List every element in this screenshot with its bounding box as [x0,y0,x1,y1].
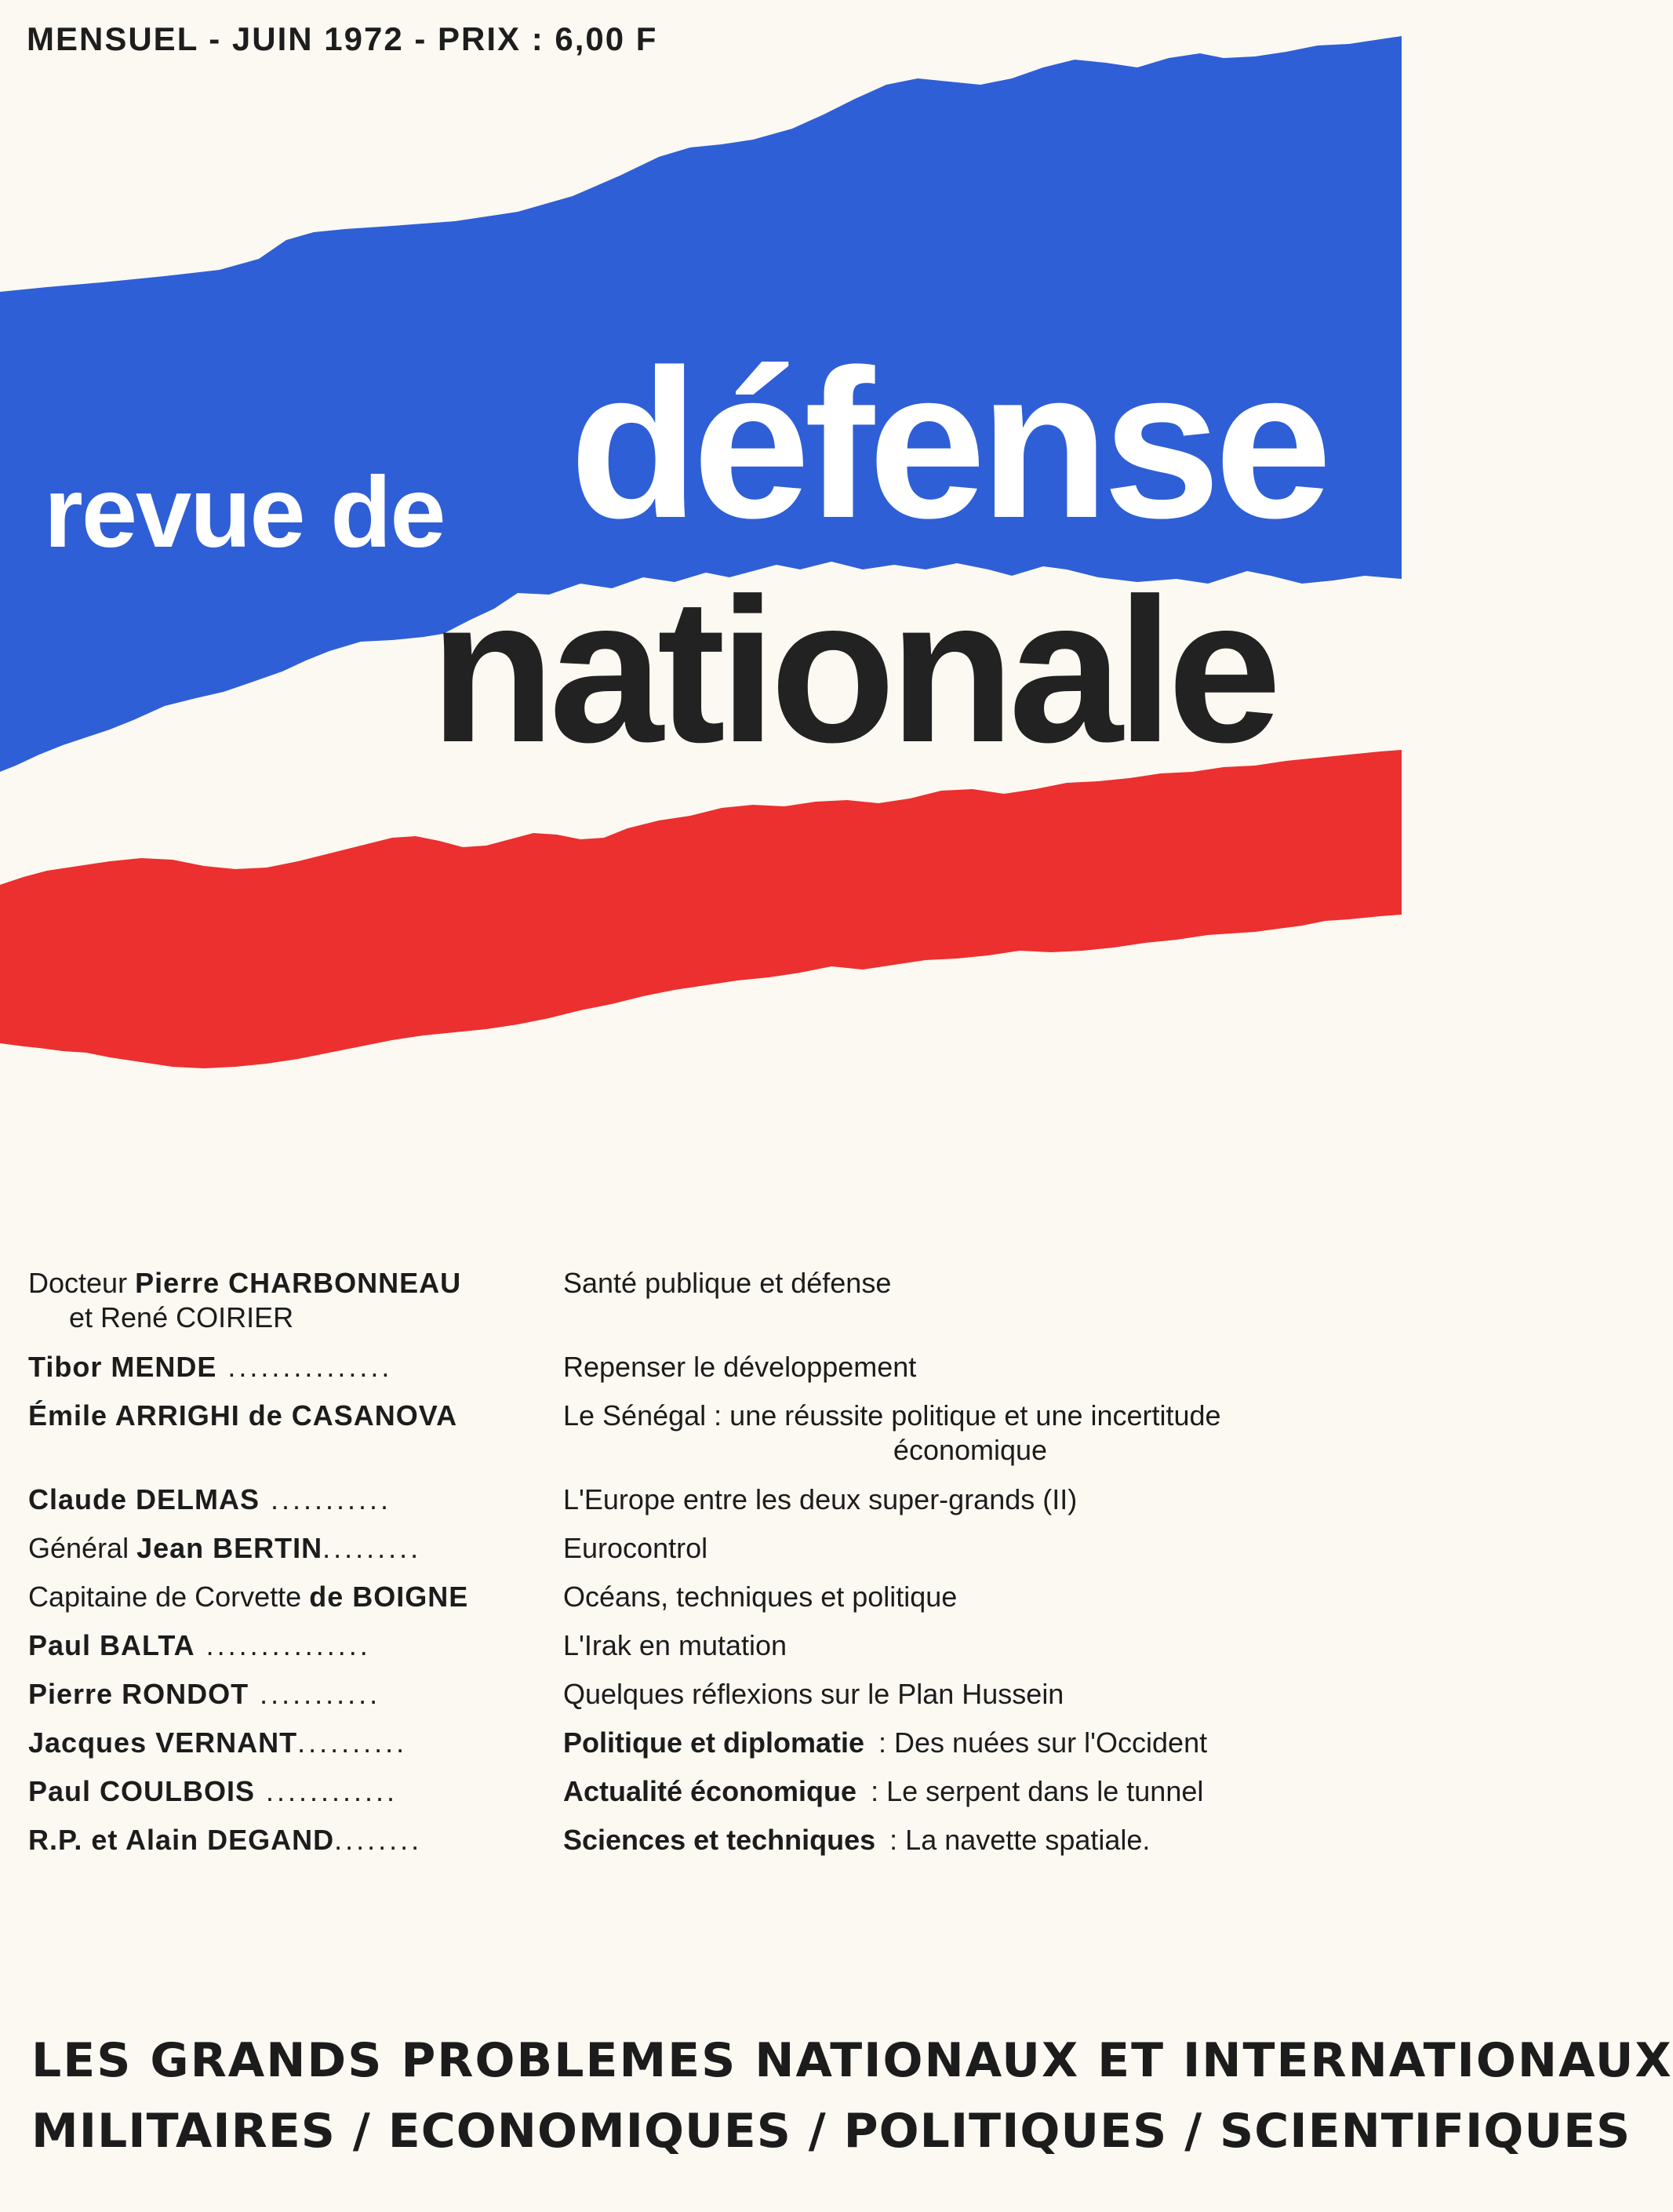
toc-rubric: Actualité économique [563,1775,857,1807]
masthead-nationale: nationale [430,555,1276,785]
toc-author [28,1350,532,1384]
toc-title-text: : Des nuées sur l'Occident [878,1726,1208,1759]
leader-dots: .......... [297,1726,408,1759]
author-name: Jacques VERNANT [28,1726,298,1759]
toc-row [28,1266,1377,1350]
leader-dots: ........... [260,1483,392,1515]
toc-author [28,1399,532,1433]
author-name: Pierre RONDOT [28,1678,249,1710]
leader-dots: ........... [249,1678,381,1710]
author-name: R.P. et Alain DEGAND [28,1824,335,1856]
toc-title: L'Europe entre les deux super-grands (II) [563,1483,1078,1515]
toc-rubric: Politique et diplomatie [563,1726,865,1759]
toc-author [28,1823,532,1857]
toc-title [563,1774,1377,1809]
toc-title: Repenser le développement [563,1351,917,1383]
leader-dots: ........ [334,1824,423,1856]
toc-row [28,1677,1377,1726]
toc-rubric: Sciences et techniques [563,1824,876,1856]
toc-row [28,1628,1377,1677]
author-name: Tibor MENDE [28,1351,217,1383]
author-name: Claude DELMAS [28,1483,260,1515]
toc-row [28,1580,1377,1628]
author-prefix: Docteur [28,1267,128,1299]
masthead-defense: défense [569,326,1326,562]
toc-author [28,1266,532,1335]
toc-row [28,1726,1377,1774]
title-line1: Le Sénégal : une réussite politique et une incertitude [563,1399,1221,1432]
author-line2: et René COIRIER [69,1301,294,1333]
red-band [0,750,1402,1068]
leader-dots: ......... [322,1532,422,1564]
author-name: Paul COULBOIS [28,1775,256,1807]
toc-title: L'Irak en mutation [563,1629,787,1661]
toc-title-text: : Le serpent dans le tunnel [871,1775,1204,1807]
toc-author [28,1483,532,1517]
toc-row [28,1399,1377,1483]
author-prefix: Capitaine de Corvette [28,1581,302,1613]
author-name: Jean BERTIN [136,1532,323,1564]
author-name: Paul BALTA [28,1629,195,1661]
toc-title: Eurocontrol [563,1532,708,1564]
toc-row [28,1823,1377,1872]
masthead-revue-de: revue de [44,457,445,569]
toc-row [28,1483,1377,1531]
author-name: Pierre CHARBONNEAU [135,1267,462,1299]
toc-title-text: : La navette spatiale. [889,1824,1151,1856]
toc-row [28,1531,1377,1580]
footer-line-1: LES GRANDS PROBLEMES NATIONAUX ET INTERNATIONAUX [31,2033,1673,2088]
toc-title [563,1823,1377,1857]
toc-author [28,1726,532,1760]
toc-author [28,1677,532,1712]
toc-author [28,1628,532,1663]
toc-author [28,1774,532,1809]
toc-row [28,1350,1377,1399]
leader-dots: ............ [255,1775,398,1807]
issue-line: MENSUEL - JUIN 1972 - PRIX : 6,00 F [27,20,658,57]
author-name: de BOIGNE [309,1581,469,1613]
toc-author [28,1580,532,1614]
toc-title: Océans, techniques et politique [563,1581,958,1613]
toc-title [563,1399,1377,1468]
leader-dots: ............... [195,1629,371,1661]
toc-title [563,1726,1377,1760]
footer-line-2: MILITAIRES / ECONOMIQUES / POLITIQUES / SCIENTIFIQUES [31,2104,1631,2159]
table-of-contents [28,1266,1377,1872]
author-prefix: Général [28,1532,129,1564]
toc-author [28,1531,532,1566]
title-line2: économique [893,1434,1048,1466]
toc-row [28,1774,1377,1823]
toc-title: Santé publique et défense [563,1267,892,1299]
author-name: Émile ARRIGHI de CASANOVA [28,1399,458,1432]
leader-dots: ............... [216,1351,393,1383]
toc-title: Quelques réflexions sur le Plan Hussein [563,1678,1064,1710]
